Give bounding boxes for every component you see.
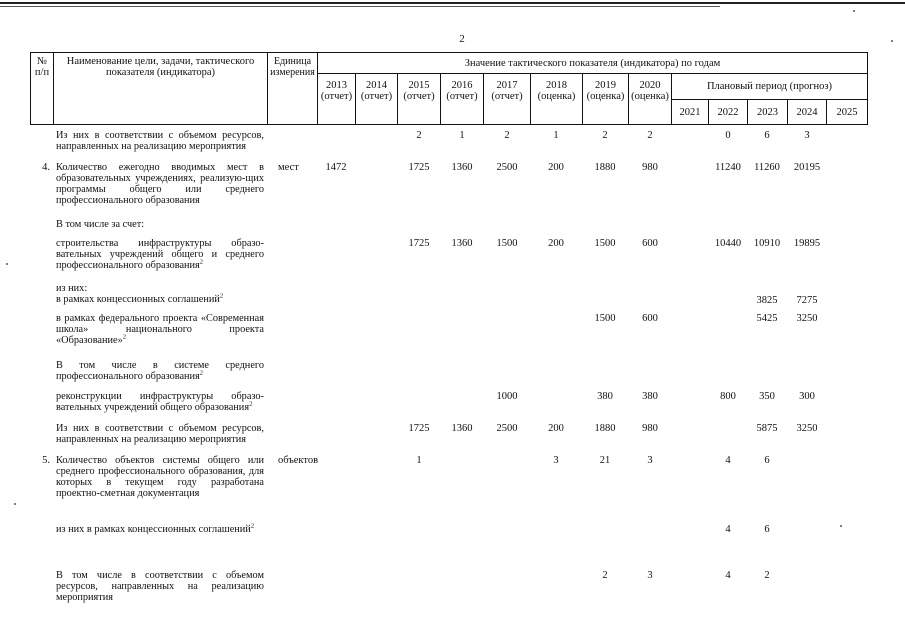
- scan-speck: [6, 263, 8, 265]
- header-year-status: (отчет): [491, 91, 523, 102]
- row-label: В том числе в соответствии с объемом ресурсов, направленных на реализацию мероприятия: [56, 570, 264, 603]
- row-label: В том числе за счет:: [56, 219, 145, 230]
- header-year-2013: [317, 73, 356, 125]
- top-border-thin: [0, 6, 720, 7]
- value-cell: 2: [602, 570, 608, 581]
- value-cell: 3: [553, 455, 559, 466]
- value-cell: 800: [720, 391, 736, 402]
- header-year-status: (отчет): [446, 91, 478, 102]
- header-col-values: Значение тактического показателя (индикатора) по годам: [317, 52, 868, 74]
- row-label: Из них в соответствии с объемом ресурсов, направленных на реализацию мероприятия: [56, 130, 264, 152]
- row-unit: мест: [278, 162, 299, 173]
- value-cell: 1472: [325, 162, 347, 173]
- scan-speck: [14, 503, 16, 505]
- value-cell: 980: [642, 423, 658, 434]
- value-cell: 3: [647, 570, 653, 581]
- row-label: Из них в соответствии с объемом ресурсов, направленных на реализацию мероприятия: [56, 423, 264, 445]
- value-cell: 1880: [594, 423, 616, 434]
- value-cell: 1725: [408, 238, 430, 249]
- value-cell: 2: [416, 130, 422, 141]
- header-year-2015: [397, 73, 441, 125]
- top-border: [0, 2, 905, 4]
- value-cell: 1360: [451, 423, 473, 434]
- value-cell: 350: [759, 391, 775, 402]
- value-cell: 2: [764, 570, 770, 581]
- value-cell: 2500: [496, 162, 518, 173]
- value-cell: 4: [725, 570, 731, 581]
- header-plan-year-2023: 2023: [747, 99, 788, 125]
- value-cell: 4: [725, 524, 731, 535]
- value-cell: 10910: [753, 238, 781, 249]
- value-cell: 10440: [714, 238, 742, 249]
- header-year-label: 2020: [639, 80, 661, 91]
- value-cell: 1: [553, 130, 559, 141]
- header-year-status: (отчет): [403, 91, 435, 102]
- header-year-status: (отчет): [360, 91, 393, 102]
- header-year-label: 2017: [496, 80, 518, 91]
- row-number: 4.: [42, 162, 50, 173]
- value-cell: 200: [548, 423, 564, 434]
- value-cell: 5425: [756, 313, 778, 324]
- value-cell: 2500: [496, 423, 518, 434]
- row-label: реконструкции инфраструктуры образо-вательных учреждений общего образования$^2$: [56, 391, 264, 413]
- value-cell: 6: [764, 524, 770, 535]
- scan-speck: [853, 10, 855, 12]
- header-year-label: 2014: [366, 80, 387, 91]
- value-cell: 1725: [408, 162, 430, 173]
- header-year-status: (оценка): [631, 91, 669, 102]
- value-cell: 3: [647, 455, 653, 466]
- header-year-label: 2019: [595, 80, 616, 91]
- value-cell: 2: [647, 130, 653, 141]
- value-cell: 1360: [451, 238, 473, 249]
- header-year-status: (оценка): [537, 91, 576, 102]
- row-label: Количество объектов системы общего или среднего профессионального образования, для которых в текущем году разработана проектно-сметная документация: [56, 455, 264, 499]
- value-cell: 380: [642, 391, 658, 402]
- value-cell: 1725: [408, 423, 430, 434]
- header-col-no: № п/п: [30, 52, 54, 125]
- value-cell: 4: [725, 455, 731, 466]
- value-cell: 1500: [594, 313, 616, 324]
- header-year-2018: [530, 73, 583, 125]
- row-number: 5.: [42, 455, 50, 466]
- row-label: строительства инфраструктуры образо-вательных учреждений общего и среднего профессионального образования$^2$: [56, 238, 264, 271]
- row-label: Количество ежегодно вводимых мест в образовательных учреждениях, реализую-щих программы общего или среднего профессионального образования: [56, 162, 264, 206]
- value-cell: 11260: [754, 162, 780, 173]
- header-year-label: 2018: [546, 80, 567, 91]
- value-cell: 20195: [793, 162, 821, 173]
- value-cell: 1500: [496, 238, 518, 249]
- value-cell: 3250: [796, 423, 818, 434]
- header-year-2019: [582, 73, 629, 125]
- value-cell: 200: [548, 238, 564, 249]
- header-plan-year-2021: 2021: [671, 99, 709, 125]
- header-year-status: (оценка): [586, 91, 625, 102]
- header-year-label: 2013: [326, 80, 347, 91]
- header-year-status: (отчет): [320, 91, 353, 102]
- scan-speck: [891, 40, 893, 42]
- value-cell: 980: [642, 162, 658, 173]
- header-plan-year-2025: 2025: [826, 99, 868, 125]
- header-col-unit: Единица измерения: [267, 52, 318, 125]
- value-cell: 1880: [594, 162, 616, 173]
- value-cell: 21: [599, 455, 611, 466]
- value-cell: 3: [804, 130, 810, 141]
- header-col-name: Наименование цели, задачи, тактического показателя (индикатора): [53, 52, 268, 125]
- scan-speck: [840, 525, 842, 527]
- value-cell: 6: [764, 130, 770, 141]
- header-plan-year-2024: 2024: [787, 99, 827, 125]
- row-label: из них: в рамках концессионных соглашений$^2$: [56, 283, 224, 305]
- header-year-2020: [628, 73, 672, 125]
- value-cell: 0: [725, 130, 731, 141]
- header-year-label: 2015: [408, 80, 430, 91]
- value-cell: 11240: [715, 162, 741, 173]
- value-cell: 1000: [496, 391, 518, 402]
- value-cell: 3250: [796, 313, 818, 324]
- row-unit: объектов: [278, 455, 319, 466]
- header-year-2014: [355, 73, 398, 125]
- value-cell: 380: [597, 391, 613, 402]
- value-cell: 2: [504, 130, 510, 141]
- value-cell: 300: [799, 391, 815, 402]
- value-cell: 200: [548, 162, 564, 173]
- header-plan-year-2022: 2022: [708, 99, 748, 125]
- value-cell: 3825: [756, 295, 778, 306]
- value-cell: 19895: [793, 238, 821, 249]
- value-cell: 1: [459, 130, 465, 141]
- value-cell: 2: [602, 130, 608, 141]
- value-cell: 5875: [756, 423, 778, 434]
- value-cell: 600: [642, 313, 658, 324]
- header-plan-period: Плановый период (прогноз): [671, 73, 868, 100]
- value-cell: 6: [764, 455, 770, 466]
- value-cell: 1: [416, 455, 422, 466]
- value-cell: 600: [642, 238, 658, 249]
- page-number: 2: [459, 33, 465, 45]
- row-label: из них в рамках концессионных соглашений$^2$: [56, 522, 255, 535]
- value-cell: 1500: [594, 238, 616, 249]
- header-year-label: 2016: [451, 80, 473, 91]
- header-year-2016: [440, 73, 484, 125]
- header-year-2017: [483, 73, 531, 125]
- value-cell: 7275: [796, 295, 818, 306]
- row-label: в рамках федерального проекта «Современная школа» национального проекта «Образование»$^2$: [56, 313, 264, 346]
- row-label: В том числе в системе среднего профессионального образования$^2$: [56, 360, 264, 382]
- value-cell: 1360: [451, 162, 473, 173]
